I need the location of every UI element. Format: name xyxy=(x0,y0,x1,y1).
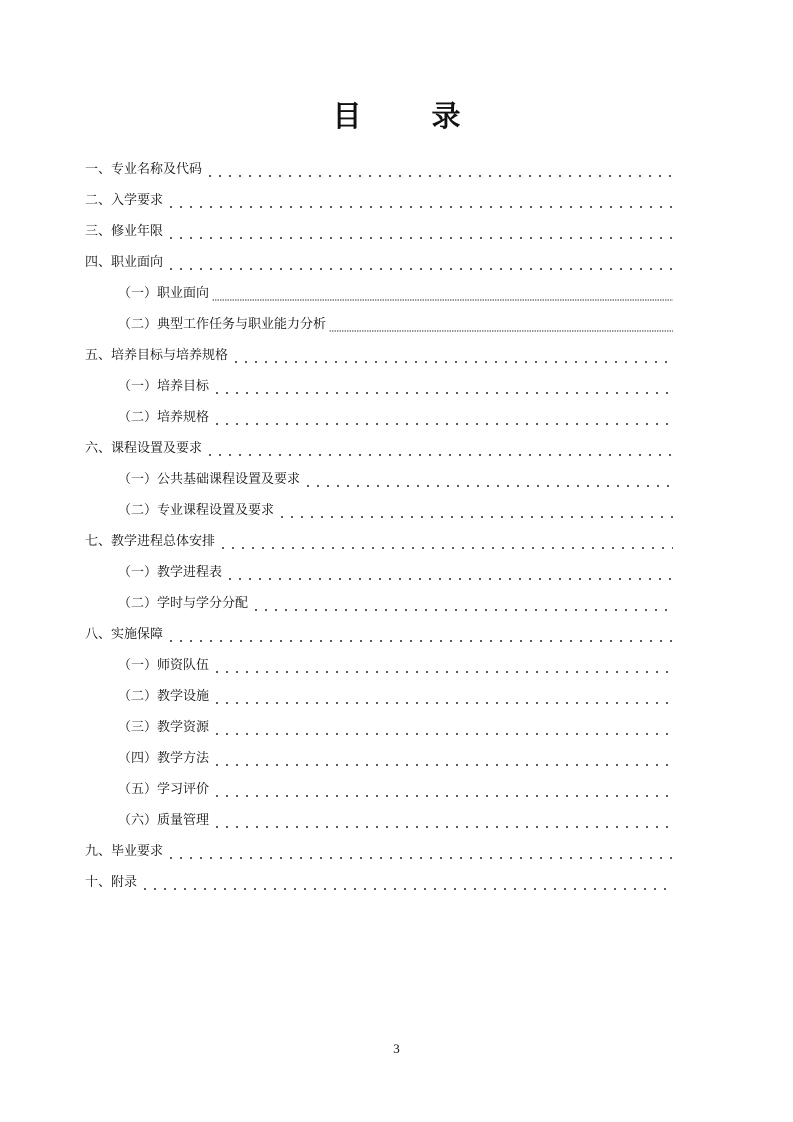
toc-dot-leader xyxy=(212,795,673,797)
toc-section-entry[interactable] xyxy=(85,430,673,461)
toc-dot-leader xyxy=(212,392,673,394)
toc-section-entry[interactable] xyxy=(85,523,673,554)
toc-dot-leader xyxy=(166,857,673,859)
toc-entry-label: （三）教学资源 xyxy=(118,720,210,735)
toc-section-entry[interactable] xyxy=(85,213,673,244)
toc-entry-label: （一）职业面向 xyxy=(118,286,210,301)
toc-entry-label: （一）教学进程表 xyxy=(118,565,223,580)
toc-subsection-entry[interactable] xyxy=(85,647,673,678)
toc-dot-leader xyxy=(251,609,673,611)
toc-dot-leader xyxy=(212,299,673,301)
toc-entry-label: 五、培养目标与培养规格 xyxy=(85,348,229,363)
toc-entry-label: 一、专业名称及代码 xyxy=(85,162,203,177)
toc-section-entry[interactable] xyxy=(85,244,673,275)
toc-entry-label: （二）专业课程设置及要求 xyxy=(118,503,275,518)
toc-dot-leader xyxy=(212,764,673,766)
toc-dot-leader xyxy=(205,175,673,177)
toc-entry-label: 二、入学要求 xyxy=(85,193,164,208)
toc-dot-leader xyxy=(212,702,673,704)
toc-subsection-entry[interactable] xyxy=(85,399,673,430)
toc-entry-label: 七、教学进程总体安排 xyxy=(85,534,216,549)
toc-dot-leader xyxy=(329,330,673,332)
toc-section-entry[interactable] xyxy=(85,864,673,895)
page-title: 目 录 xyxy=(332,99,491,133)
toc-entry-label: （一）师资队伍 xyxy=(118,658,210,673)
toc-dot-leader xyxy=(166,237,673,239)
toc-dot-leader xyxy=(212,671,673,673)
toc-entry-label: 六、课程设置及要求 xyxy=(85,441,203,456)
toc-dot-leader xyxy=(166,268,673,270)
toc-entry-label: （四）教学方法 xyxy=(118,751,210,766)
toc-subsection-entry[interactable] xyxy=(85,492,673,523)
toc-subsection-entry[interactable] xyxy=(85,709,673,740)
toc-subsection-entry[interactable] xyxy=(85,306,673,337)
toc-entry-label: （二）学时与学分分配 xyxy=(118,596,249,611)
toc-dot-leader xyxy=(218,547,673,549)
toc-section-entry[interactable] xyxy=(85,337,673,368)
toc-entry-label: （一）公共基础课程设置及要求 xyxy=(118,472,301,487)
toc-entry-label: （二）培养规格 xyxy=(118,410,210,425)
toc-subsection-entry[interactable] xyxy=(85,554,673,585)
toc-section-entry[interactable] xyxy=(85,616,673,647)
toc-dot-leader xyxy=(212,826,673,828)
toc-entry-label: （二）典型工作任务与职业能力分析 xyxy=(118,317,327,332)
toc-subsection-entry[interactable] xyxy=(85,461,673,492)
toc-subsection-entry[interactable] xyxy=(85,368,673,399)
toc-subsection-entry[interactable] xyxy=(85,275,673,306)
toc-dot-leader xyxy=(277,516,673,518)
toc-dot-leader xyxy=(225,578,673,580)
toc-entry-label: 三、修业年限 xyxy=(85,224,164,239)
toc-subsection-entry[interactable] xyxy=(85,771,673,802)
toc-dot-leader xyxy=(205,454,673,456)
toc-dot-leader xyxy=(303,485,673,487)
toc-dot-leader xyxy=(231,361,673,363)
toc-dot-leader xyxy=(166,640,673,642)
toc-entry-label: 四、职业面向 xyxy=(85,255,164,270)
toc-dot-leader xyxy=(212,733,673,735)
toc-dot-leader xyxy=(212,423,673,425)
toc-entry-label: 八、实施保障 xyxy=(85,627,164,642)
toc-subsection-entry[interactable] xyxy=(85,802,673,833)
table-of-contents xyxy=(85,151,673,895)
toc-section-entry[interactable] xyxy=(85,151,673,182)
toc-dot-leader xyxy=(166,206,673,208)
toc-entry-label: （二）教学设施 xyxy=(118,689,210,704)
toc-entry-label: （六）质量管理 xyxy=(118,813,210,828)
toc-section-entry[interactable] xyxy=(85,833,673,864)
toc-subsection-entry[interactable] xyxy=(85,740,673,771)
toc-subsection-entry[interactable] xyxy=(85,678,673,709)
toc-subsection-entry[interactable] xyxy=(85,585,673,616)
page-number: 3 xyxy=(393,1041,400,1056)
toc-entry-label: （五）学习评价 xyxy=(118,782,210,797)
toc-dot-leader xyxy=(140,888,673,890)
toc-section-entry[interactable] xyxy=(85,182,673,213)
toc-entry-label: 十、附录 xyxy=(85,875,138,890)
toc-entry-label: 九、毕业要求 xyxy=(85,844,164,859)
toc-entry-label: （一）培养目标 xyxy=(118,379,210,394)
